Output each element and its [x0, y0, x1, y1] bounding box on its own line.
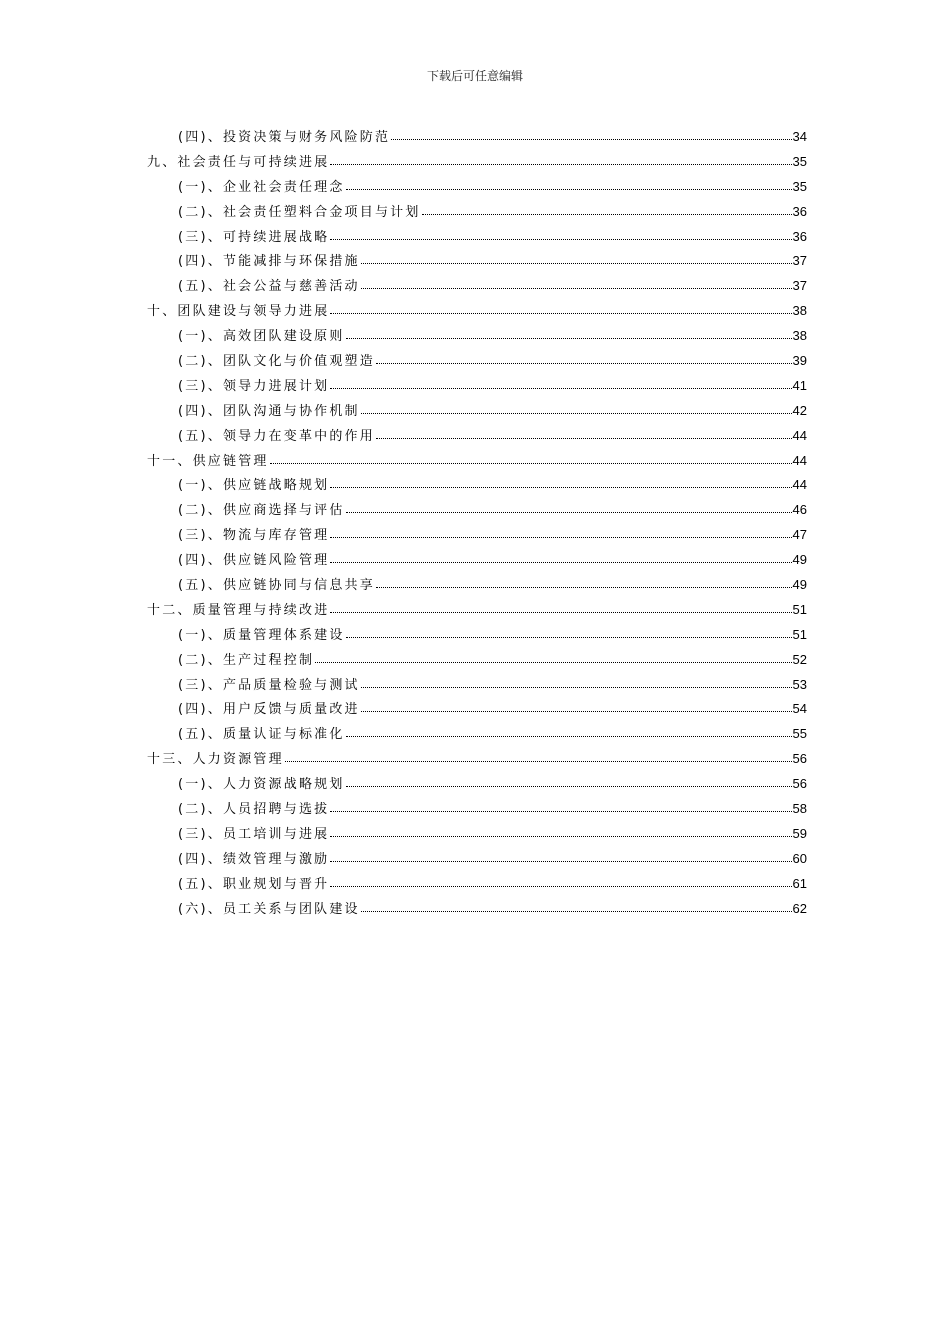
toc-entry-page-number: 53 [792, 676, 807, 692]
toc-entry-page-number: 36 [792, 228, 807, 244]
toc-dot-leader [361, 403, 792, 415]
toc-dot-leader [330, 552, 791, 564]
toc-dot-leader [361, 253, 792, 265]
toc-section-entry[interactable] [147, 822, 807, 847]
toc-dot-leader [376, 577, 792, 589]
toc-entry-title: (三)、领导力进展计划 [178, 378, 330, 394]
toc-section-entry[interactable] [147, 374, 807, 399]
toc-dot-leader [330, 876, 791, 888]
toc-entry-title: (五)、社会公益与慈善活动 [178, 279, 360, 295]
toc-chapter-entry[interactable] [147, 150, 807, 175]
toc-entry-page-number: 38 [792, 303, 807, 319]
toc-section-entry[interactable] [147, 523, 807, 548]
toc-entry-page-number: 54 [792, 701, 807, 717]
toc-dot-leader [391, 129, 791, 141]
toc-entry-title: (五)、质量认证与标准化 [178, 727, 345, 743]
toc-section-entry[interactable] [147, 548, 807, 573]
toc-dot-leader [330, 477, 791, 489]
toc-entry-title: (三)、产品质量检验与测试 [178, 677, 360, 693]
toc-entry-title: (四)、节能减排与环保措施 [178, 254, 360, 270]
toc-section-entry[interactable] [147, 648, 807, 673]
toc-entry-page-number: 34 [792, 129, 807, 144]
toc-entry-title: (二)、团队文化与价值观塑造 [178, 354, 375, 370]
toc-entry-page-number: 39 [792, 353, 807, 369]
toc-entry-title: (一)、供应链战略规划 [178, 478, 330, 494]
toc-section-entry[interactable] [147, 623, 807, 648]
toc-entry-page-number: 49 [792, 577, 807, 593]
toc-dot-leader [270, 453, 792, 465]
toc-entry-page-number: 38 [792, 328, 807, 344]
toc-dot-leader [330, 602, 791, 614]
toc-section-entry[interactable] [147, 125, 807, 150]
toc-section-entry[interactable] [147, 722, 807, 747]
toc-entry-page-number: 49 [792, 552, 807, 568]
toc-section-entry[interactable] [147, 324, 807, 349]
toc-dot-leader [361, 278, 792, 290]
toc-dot-leader [346, 776, 792, 788]
toc-section-entry[interactable] [147, 498, 807, 523]
toc-entry-page-number: 51 [792, 601, 807, 617]
toc-dot-leader [346, 502, 792, 514]
toc-section-entry[interactable] [147, 424, 807, 449]
toc-entry-page-number: 58 [792, 801, 807, 817]
toc-entry-title: (四)、绩效管理与激励 [178, 851, 330, 867]
toc-entry-page-number: 55 [792, 726, 807, 742]
toc-dot-leader [330, 826, 791, 838]
toc-entry-title: (一)、人力资源战略规划 [178, 777, 345, 793]
toc-entry-page-number: 44 [792, 427, 807, 443]
toc-entry-page-number: 60 [792, 850, 807, 866]
toc-dot-leader [361, 901, 792, 913]
toc-entry-page-number: 51 [792, 626, 807, 642]
toc-entry-page-number: 35 [792, 153, 807, 169]
toc-chapter-entry[interactable] [147, 598, 807, 623]
toc-dot-leader [376, 428, 792, 440]
toc-entry-title: (二)、社会责任塑料合金项目与计划 [178, 204, 421, 220]
toc-section-entry[interactable] [147, 399, 807, 424]
toc-entry-title: 十一、供应链管理 [147, 453, 269, 469]
toc-entry-page-number: 44 [792, 477, 807, 493]
toc-entry-title: (五)、职业规划与晋升 [178, 876, 330, 892]
toc-section-entry[interactable] [147, 573, 807, 598]
toc-dot-leader [422, 204, 792, 216]
toc-entry-page-number: 44 [792, 452, 807, 468]
toc-entry-title: (四)、供应链风险管理 [178, 553, 330, 569]
toc-chapter-entry[interactable] [147, 299, 807, 324]
toc-dot-leader [346, 726, 792, 738]
toc-entry-title: (一)、企业社会责任理念 [178, 179, 345, 195]
toc-entry-title: (五)、领导力在变革中的作用 [178, 428, 375, 444]
toc-section-entry[interactable] [147, 673, 807, 698]
toc-chapter-entry[interactable] [147, 747, 807, 772]
toc-entry-page-number: 41 [792, 377, 807, 393]
toc-entry-page-number: 42 [792, 402, 807, 418]
toc-section-entry[interactable] [147, 225, 807, 250]
toc-dot-leader [330, 851, 791, 863]
toc-section-entry[interactable] [147, 274, 807, 299]
toc-entry-page-number: 36 [792, 203, 807, 219]
toc-entry-title: (二)、生产过程控制 [178, 652, 315, 668]
toc-entry-title: (一)、质量管理体系建设 [178, 627, 345, 643]
toc-entry-page-number: 52 [792, 651, 807, 667]
toc-section-entry[interactable] [147, 897, 807, 922]
toc-dot-leader [330, 303, 791, 315]
toc-entry-title: (四)、团队沟通与协作机制 [178, 403, 360, 419]
toc-entry-page-number: 61 [792, 875, 807, 891]
page-header-note: 下载后可任意编辑 [426, 69, 523, 83]
toc-dot-leader [376, 353, 792, 365]
toc-section-entry[interactable] [147, 473, 807, 498]
toc-section-entry[interactable] [147, 847, 807, 872]
toc-entry-title: (四)、投资决策与财务风险防范 [178, 130, 391, 145]
toc-entry-title: 十三、人力资源管理 [147, 752, 284, 768]
toc-dot-leader [346, 627, 792, 639]
toc-entry-title: (三)、可持续进展战略 [178, 229, 330, 245]
toc-dot-leader [346, 179, 792, 191]
toc-entry-title: (二)、供应商选择与评估 [178, 503, 345, 519]
toc-dot-leader [361, 701, 792, 713]
toc-entry-page-number: 37 [792, 278, 807, 294]
toc-dot-leader [330, 527, 791, 539]
toc-entry-page-number: 35 [792, 178, 807, 194]
toc-dot-leader [315, 652, 791, 664]
toc-section-entry[interactable] [147, 697, 807, 722]
toc-section-entry[interactable] [147, 175, 807, 200]
toc-entry-title: (四)、用户反馈与质量改进 [178, 702, 360, 718]
toc-entry-page-number: 37 [792, 253, 807, 269]
toc-entry-title: 十二、质量管理与持续改进 [147, 602, 330, 618]
toc-entry-page-number: 62 [792, 900, 807, 916]
toc-chapter-entry[interactable] [147, 449, 807, 474]
toc-entry-page-number: 59 [792, 825, 807, 841]
toc-entry-title: 九、社会责任与可持续进展 [147, 154, 330, 170]
toc-dot-leader [330, 154, 791, 166]
toc-entry-title: (三)、员工培训与进展 [178, 826, 330, 842]
toc-section-entry[interactable] [147, 249, 807, 274]
toc-entry-page-number: 47 [792, 527, 807, 543]
toc-section-entry[interactable] [147, 872, 807, 897]
toc-entry-title: (三)、物流与库存管理 [178, 528, 330, 544]
toc-dot-leader [330, 378, 791, 390]
toc-entry-title: (一)、高效团队建设原则 [178, 329, 345, 345]
toc-dot-leader [285, 751, 792, 763]
toc-entry-title: (五)、供应链协同与信息共享 [178, 578, 375, 594]
toc-entry-title: 十、团队建设与领导力进展 [147, 304, 330, 320]
toc-entry-page-number: 56 [792, 751, 807, 767]
toc-section-entry[interactable] [147, 797, 807, 822]
toc-section-entry[interactable] [147, 772, 807, 797]
toc-dot-leader [361, 677, 792, 689]
toc-section-entry[interactable] [147, 349, 807, 374]
table-of-contents [147, 125, 807, 922]
toc-section-entry[interactable] [147, 200, 807, 225]
toc-dot-leader [346, 328, 792, 340]
toc-entry-title: (六)、员工关系与团队建设 [178, 901, 360, 917]
toc-entry-page-number: 46 [792, 502, 807, 518]
toc-dot-leader [330, 229, 791, 241]
toc-entry-title: (二)、人员招聘与选拔 [178, 802, 330, 818]
toc-dot-leader [330, 801, 791, 813]
toc-entry-page-number: 56 [792, 776, 807, 792]
